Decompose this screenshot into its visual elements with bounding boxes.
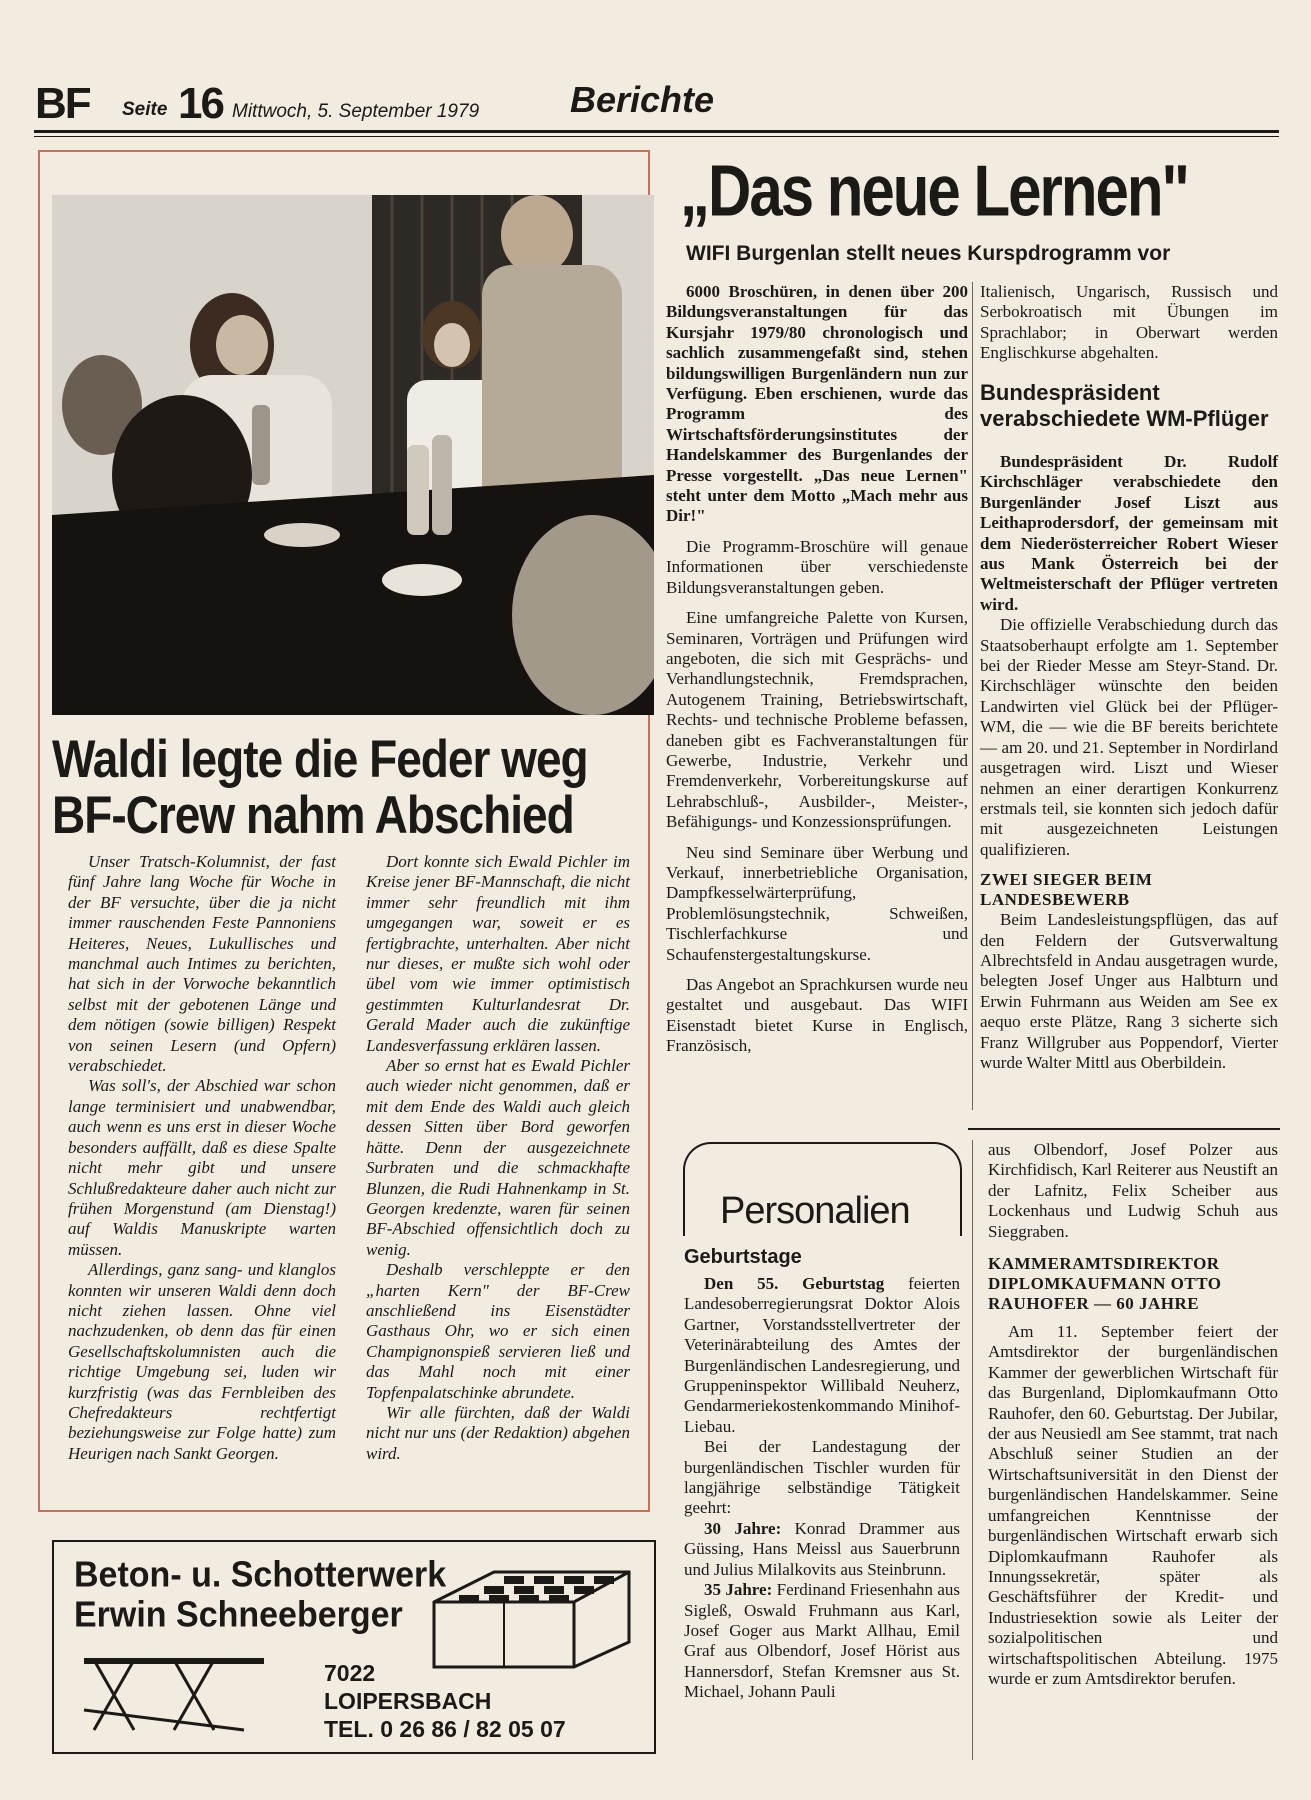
lernen-paragraph: Die Programm-Broschüre will genaue Informationen über verschiedenste Bildungsveranstaltungen geben.	[666, 536, 968, 597]
waldi-paragraph: Was soll's, der Abschied war schon lange terminisiert und unabwendbar, auch wenn es uns erst in dieser Woche besonders auffällt, daß es diese Spalte nicht mehr gibt und unsere Schlußredakteure daher auch nicht zur frühen Morgenstund (am Dienstag!) auf Waldis Manuskripte warten müssen.	[68, 1076, 336, 1259]
masthead-rule	[34, 130, 1279, 133]
masthead-rule-thin	[34, 136, 1279, 137]
masthead-page-number: 16	[178, 79, 223, 128]
sieger-paragraph: Beim Landesleistungspflügen, das auf den Feldern der Gutsverwaltung Albrechtsfeld in Andau ausgetragen wurde, belegten Josef Unger aus Halbturn und Erwin Fuhrmann aus Weiden am See ex aequo erste Plätze, Rang 3 sicherte sich Franz Willgruber aus Poppendorf, Vierter wurde Walter Mittl aus Oberbildein.	[980, 910, 1278, 1072]
rauhofer-paragraph: Am 11. September feiert der Amtsdirektor der burgenländischen Kammer der gewerblichen Wirtschaft für das Burgenland, Diplomkaufmann Otto Rauhofer, den 60. Geburtstag. Der Jubilar, der aus Neusiedl am See stammt, trat nach Abschluß seiner Studien an der Wirtschaftsuniversität in den Dienst der burgenländischen Handelskammer. Seine umfangreichen Kenntnisse der burgenländischen Wirtschaft erwarb sich Diplomkaufmann Rauhofer als Innungssekretär, später als Geschäftsführer der Kredit- und Industriesektion sowie als Leiter der sozialpolitischen und wirtschaftspolitischen Abteilung. 1975 wurde er zum Amtsdirektor berufen.	[988, 1322, 1278, 1688]
masthead-date: Mittwoch, 5. September 1979	[232, 101, 480, 122]
column-divider	[972, 282, 973, 1110]
farewell-dinner-photo	[52, 195, 654, 715]
waldi-paragraph: Allerdings, ganz sang- und klanglos konnten wir unseren Waldi denn doch nicht ziehen lassen. Ohne viel nachzudenken, ob denn das für einen Gesellschaftskolumnisten auch die richtige Umgebung sei, luden wir kurzfristig (was das Fernbleiben des Chefredakteurs rechtfertigt beziehungsweise zur Folge hatte) zum Heurigen nach Sankt Georgen.	[68, 1260, 336, 1463]
personalien-column-2	[988, 1140, 1278, 1689]
lernen-headline: „Das neue Lernen"	[680, 150, 1188, 232]
waldi-column-2	[366, 852, 630, 1464]
personalien-text: Konrad Drammer aus Güssing, Hans Meissl aus Sauerbrunn und Julius Milalkovits aus Steinbrunn.	[684, 1518, 960, 1579]
sieger-headline: ZWEI SIEGER BEIM LANDESBEWERB	[980, 870, 1153, 910]
conveyor-icon	[74, 1650, 274, 1740]
pflueger-lead: Bundespräsident Dr. Rudolf Kirchschläger verabschiedete den Burgenländer Josef Liszt aus Leithaprodersdorf, der gemeinsam mit dem Niederösterreicher Robert Wieser aus Mank Österreich bei der Weltmeisterschaft der Pflüger vertreten wird.	[980, 452, 1278, 614]
masthead-logo: BF	[35, 79, 90, 128]
rauhofer-headline: KAMMERAMTSDIREKTOR DIPLOMKAUFMANN OTTO RAUHOFER — 60 JAHRE	[988, 1254, 1222, 1314]
waldi-photo	[52, 195, 654, 715]
pflueger-paragraph: Die offizielle Verabschiedung durch das Staatsoberhaupt erfolgte am 1. September bei der Rieder Messe am Steyr-Stand. Dr. Kirchschläger wünschte den beiden Landwirten viel Glück bei der Pflüger-WM, die — wie die BF bereits berichtete — am 20. und 21. September in Nordirland ausgetragen wird. Liszt und Wieser nehmen an einer derartigen Konkurrenz erstmals teil, sie konnten sich jedoch dafür mit ausgezeichneten Leistungen qualifizieren.	[980, 615, 1278, 859]
waldi-paragraph: Deshalb verschleppte er den „harten Kern" der BF-Crew anschließend ins Eisenstädter Gasthaus Ohr, wo er sich einen Champignonspieß servieren ließ und das Mahl noch mit einer Topfenpalatschinke abrundete.	[366, 1260, 630, 1402]
ad-line-1: Beton- u. Schotterwerk	[74, 1555, 447, 1595]
waldi-headline-1: Waldi legte die Feder weg	[52, 728, 588, 789]
concrete-block-icon	[414, 1562, 644, 1672]
personalien-continuation: aus Olbendorf, Josef Polzer aus Kirchfidisch, Karl Reiterer aus Neustift an der Lafnitz, Felix Scheiber aus Lockenhaus und Ludwig Schuh aus Sieggraben.	[988, 1140, 1278, 1241]
pflueger-column	[980, 452, 1278, 1073]
lernen-lead: 6000 Broschüren, in denen über 200 Bildungsveranstaltungen für das Kursjahr 1979/80 chronologisch und sachlich zusammengefaßt sind, stehen bildungswilligen Burgenländern nun zur Verfügung. Eben erschienen, wurde das Programm des Wirtschaftsförderungsinstitutes der Handelskammer des Burgenlandes der Presse vorgestellt. „Das neue Lernen" steht unter dem Motto „Mach mehr aus Dir!"	[666, 282, 968, 526]
schneeberger-ad	[52, 1540, 656, 1754]
personalien-bold: 30 Jahre:	[704, 1518, 782, 1538]
personalien-paragraph	[684, 1437, 960, 1519]
lernen-paragraph: Neu sind Seminare über Werbung und Verkauf, innerbetriebliche Organisation, Dampfkesselwärterprüfung, Problemlösungstechnik, Schweißen, Tischlerfachkurse und Schaufenstergestaltungskurse.	[666, 842, 968, 964]
masthead-section: Berichte	[570, 79, 715, 120]
lernen-column-2	[980, 282, 1278, 364]
personalien-bold: 35 Jahre:	[704, 1580, 773, 1600]
lernen-continuation: Italienisch, Ungarisch, Russisch und Serbokroatisch mit Übungen im Sprachlabor; in Oberwart werden Englischkurse abgehalten.	[980, 282, 1278, 363]
personalien-title: Personalien	[720, 1190, 910, 1232]
ad-postcode: 7022	[324, 1660, 376, 1686]
personalien-column-1	[684, 1274, 960, 1703]
ad-line-2: Erwin Schneeberger	[74, 1595, 403, 1635]
lernen-paragraph: Eine umfangreiche Palette von Kursen, Seminaren, Vorträgen und Prüfungen wird angeboten, die sich mit Gesprächs- und Verhandlungstechnik, Fremdsprachen, Autogenem Training, Betriebswirtschaft, Rechts- und technische Probleme befassen, daneben gibt es Fachveranstaltungen für Gewerbe, Industrie, Verkehr und Fremdenverkehr, Vorbereitungskurse auf Lehrabschluß-, Ausbilder-, Meister-, Befähigungs- und Konzessionsprüfungen.	[666, 608, 968, 832]
geburtstage-head: Geburtstage	[684, 1246, 802, 1268]
lernen-column-1	[666, 282, 968, 1057]
personalien-bold: Den 55. Geburtstag	[704, 1274, 885, 1293]
personalien-text: Bei der Landestagung der burgenländischen Tischler wurden für langjährige selbständige Tätigkeit geehrt:	[684, 1437, 960, 1518]
personalien-paragraph	[684, 1580, 960, 1702]
waldi-paragraph: Unser Tratsch-Kolumnist, der fast fünf Jahre lang Woche für Woche in der BF versuchte, über die ja nicht immer rauschenden Feste Pannoniens Heiteres, Neues, Lukullisches und manchmal auch Intimes zu berichten, hat sich in der Vorwoche bekanntlich selbst mit der gebotenen Länge und dem nötigen (sowie billigen) Respekt von seinen Lesern (und Opfern) verabschiedet.	[68, 852, 336, 1076]
lernen-paragraph: Das Angebot an Sprachkursen wurde neu gestaltet und ausgebaut. Das WIFI Eisenstadt bietet Kurse in Englisch, Französisch,	[666, 975, 968, 1056]
waldi-paragraph: Dort konnte sich Ewald Pichler im Kreise jener BF-Mannschaft, die nicht immer sehr freundlich mit ihm umgegangen war, soweit er es fertigbrachte, unterhalten. Aber nicht nur dieses, er mußte sich wohl oder übel vom wie immer optimistisch gestimmten Kulturlandesrat Dr. Gerald Mader auch die zukünftige Landesverfassung erklären lassen.	[366, 852, 630, 1055]
ad-phone: TEL. 0 26 86 / 82 05 07	[324, 1716, 566, 1742]
personalien-text: feierten Landesoberregierungsrat Doktor Alois Gartner, Vorstandsstellvertreter der Veterinärabteilung des Amtes der Burgenländischen Landesregierung, und Gruppeninspektor Willibald Neuherz, Gendarmeriekostenkommando Minihof-Liebau.	[684, 1274, 960, 1436]
personalien-text: Ferdinand Friesenhahn aus Sigleß, Oswald Fruhmann aus Karl, Josef Goger aus Markt Allhau, Emil Graf aus Olbendorf, Josef Hörist aus Hannersdorf, Stefan Kremsner aus St. Michael, Johann Pauli	[684, 1580, 961, 1702]
waldi-paragraph: Aber so ernst hat es Ewald Pichler auch wieder nicht genommen, daß er mit dem Ende des Waldi auch gleich dessen Sitten über Bord geworfen hätte. Denn der ausgezeichnete Surbraten und die schmackhafte Blunzen, die Rudi Hahnenkamp in St. Georgen kredenzte, waren für seinen BF-Abschied offensichtlich doch zu wenig.	[366, 1056, 630, 1259]
personalien-paragraph	[684, 1274, 960, 1437]
waldi-column-1	[68, 852, 336, 1464]
ad-town: LOIPERSBACH	[324, 1688, 492, 1714]
waldi-paragraph: Wir alle fürchten, daß der Waldi nicht nur uns (der Redaktion) abgehen wird.	[366, 1402, 630, 1463]
waldi-headline-2: BF-Crew nahm Abschied	[52, 784, 574, 845]
lernen-subhead: WIFI Burgenlan stellt neues Kurspdrogramm vor	[686, 242, 1171, 265]
personalien-paragraph	[684, 1519, 960, 1580]
section-rule	[968, 1128, 1280, 1130]
column-divider	[972, 1140, 973, 1760]
pflueger-headline: Bundespräsident verabschiedete WM-Pflüger	[980, 380, 1269, 431]
masthead-seite-label: Seite	[122, 99, 168, 120]
